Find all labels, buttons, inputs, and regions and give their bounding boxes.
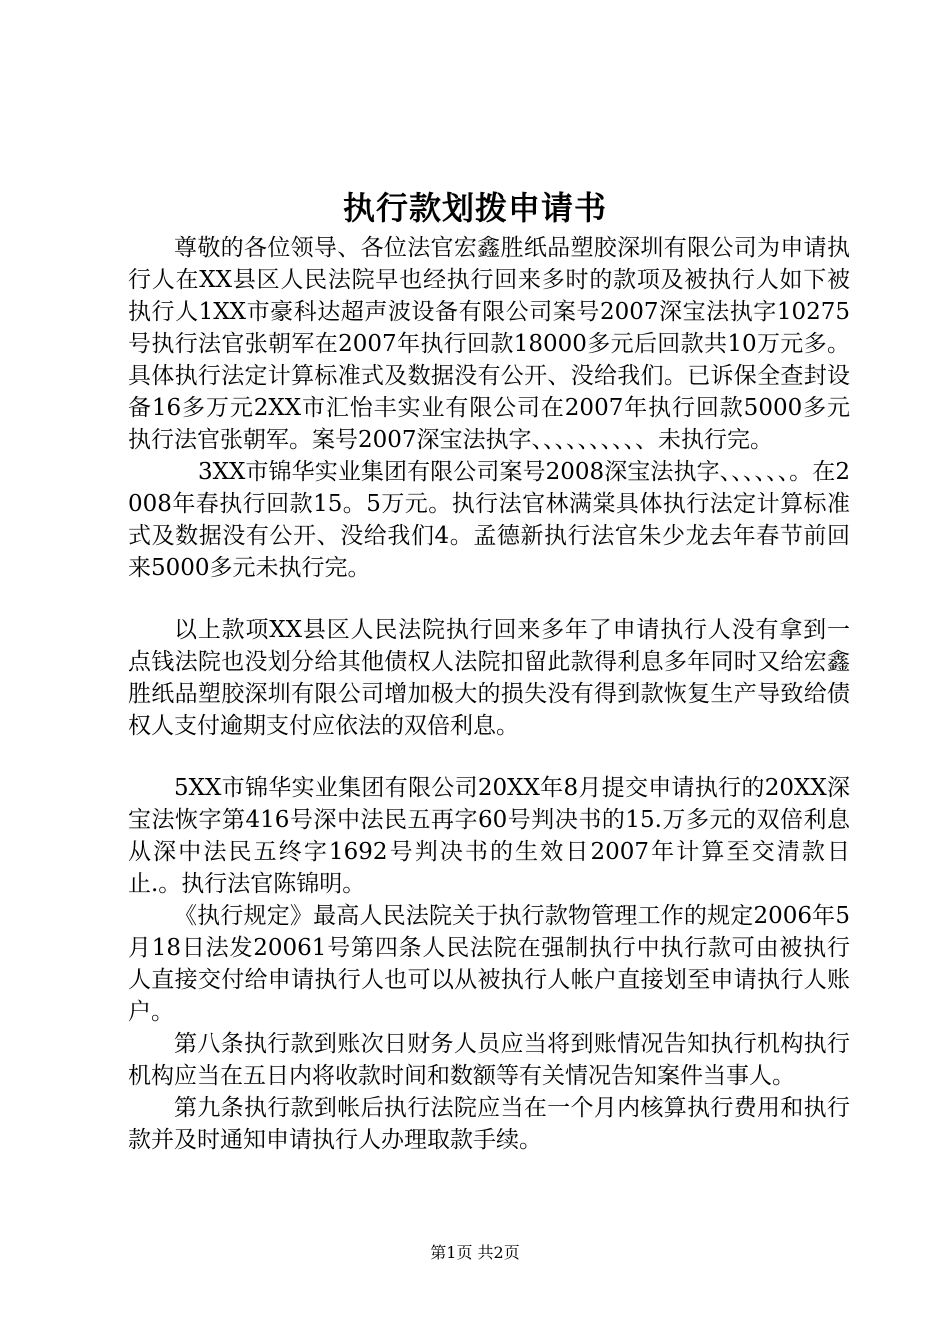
paragraph-gap [128,742,850,772]
paragraph-article-8: 第八条执行款到账次日财务人员应当将到账情况告知执行机构执行机构应当在五日内将收款时间和数额等有关情况告知案件当事人。 [128,1031,850,1089]
paragraph-case-3-4: 3XX市锦华实业集团有限公司案号2008深宝法执字、、、、、、。在2008年春执行回款15。5万元。执行法官林满棠具体执行法定计算标准式及数据没有公开、没给我们4。孟德新执行法官朱少龙去年春节前回来5000多元未执行完。 [128,459,850,581]
paragraph-execution-rules: 《执行规定》最高人民法院关于执行款物管理工作的规定2006年5月18日法发20061号第四条人民法院在强制执行中执行款可由被执行人直接交付给申请执行人也可以从被执行人帐户直接划至申请执行人账户。 [128,903,850,1025]
page-number-footer: 第1页 共2页 [430,1243,520,1262]
paragraph-salutation-cases: 尊敬的各位领导、各位法官宏鑫胜纸品塑胶深圳有限公司为申请执行人在XX县区人民法院早也经执行回来多时的款项及被执行人如下被执行人1XX市豪科达超声波设备有限公司案号2007深宝法执字10275号执行法官张朝军在2007年执行回款18000多元后回款共10万元多。具体执行法定计算标准式及数据没有公开、没给我们。已诉保全查封设备16多万元2XX市汇怡丰实业有限公司在2007年执行回款5000多元执行法官张朝军。案号2007深宝法执字、、、、、、、、、、未执行完。 [128,235,850,453]
paragraph-summary: 以上款项XX县区人民法院执行回来多年了申请执行人没有拿到一点钱法院也没划分给其他债权人法院扣留此款得利息多年同时又给宏鑫胜纸品塑胶深圳有限公司增加极大的损失没有得到款恢复生产导致给债权人支付逾期支付应依法的双倍利息。 [128,617,850,739]
paragraph-article-9: 第九条执行款到帐后执行法院应当在一个月内核算执行费用和执行款并及时通知申请执行人办理取款手续。 [128,1095,850,1153]
document-title: 执行款划拨申请书 [342,189,607,227]
paragraph-gap [128,584,850,614]
paragraph-case-5: 5XX市锦华实业集团有限公司20XX年8月提交申请执行的20XX深宝法恢字第416号深中法民五再字60号判决书的15.万多元的双倍利息从深中法民五终字1692号判决书的生效日2007年计算至交清款日止.。执行法官陈锦明。 [128,775,850,897]
document-body [128,232,850,1156]
